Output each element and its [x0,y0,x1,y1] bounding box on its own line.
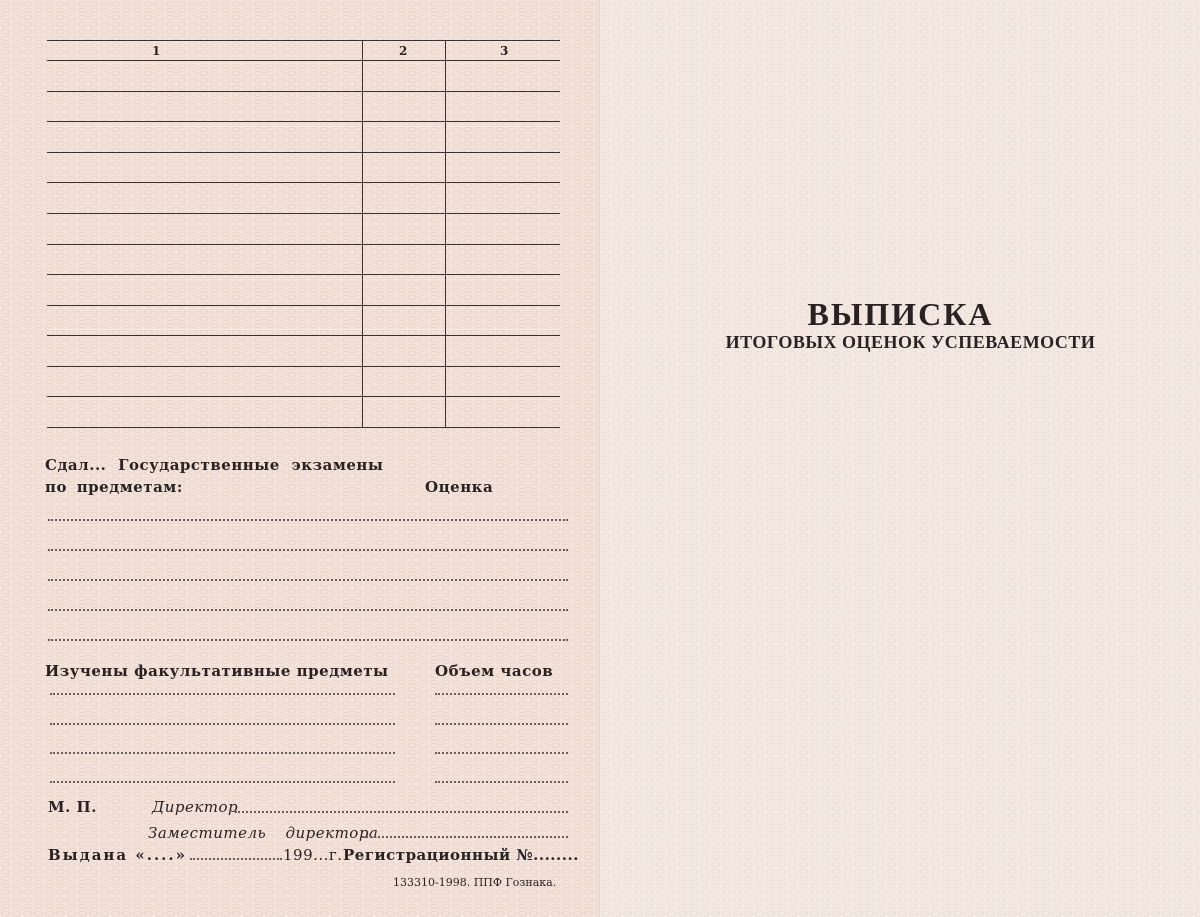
exam-line[interactable] [48,639,568,641]
table-header-line [47,40,560,41]
table-row-line[interactable] [47,244,560,245]
elective-line[interactable] [50,723,395,725]
issued-date-line[interactable] [190,858,282,860]
exam-line[interactable] [48,549,568,551]
column-header-1: 1 [152,44,161,58]
electives-label: Изучены факультативные предметы [45,662,389,680]
table-row-line[interactable] [47,305,560,306]
table-row-line[interactable] [47,182,560,183]
right-page [599,0,1200,917]
hours-line[interactable] [435,752,568,754]
deputy-director-label: Заместитель директора [148,824,379,842]
table-row-line[interactable] [47,91,560,92]
hours-line[interactable] [435,723,568,725]
table-row-line[interactable] [47,366,560,367]
exam-line[interactable] [48,609,568,611]
issued-year: 199...г. [283,846,343,864]
table-row-line[interactable] [47,396,560,397]
table-row-line[interactable] [47,335,560,336]
imprint: 133310-1998. ППФ Гознака. [393,876,557,889]
document-title: ВЫПИСКА [807,296,994,332]
table-header-line [47,60,560,61]
table-divider [362,40,363,427]
left-page [0,0,599,917]
director-label: Директор [152,798,239,816]
column-header-2: 2 [399,44,408,58]
stamp-label: М. П. [48,798,97,816]
deputy-signature-line[interactable] [362,836,568,838]
exam-line[interactable] [48,519,568,521]
hours-label: Объем часов [435,662,554,680]
document-subtitle: ИТОГОВЫХ ОЦЕНОК УСПЕВАЕМОСТИ [725,332,1096,352]
elective-line[interactable] [50,693,395,695]
hours-line[interactable] [435,781,568,783]
exams-label: Сдал... Государственные экзамены [45,456,384,474]
registration-number-label: Регистрационный №........ [343,846,579,864]
elective-line[interactable] [50,781,395,783]
table-divider [445,40,446,427]
director-signature-line[interactable] [235,811,568,813]
exams-subjects-label: по предметам: [45,478,183,496]
table-row-line[interactable] [47,274,560,275]
issued-label: Выдана «....» [48,846,187,864]
table-row-line[interactable] [47,121,560,122]
hours-line[interactable] [435,693,568,695]
column-header-3: 3 [500,44,509,58]
table-row-line[interactable] [47,427,560,428]
table-row-line[interactable] [47,213,560,214]
table-row-line[interactable] [47,152,560,153]
grade-label: Оценка [425,478,494,496]
exam-line[interactable] [48,579,568,581]
elective-line[interactable] [50,752,395,754]
